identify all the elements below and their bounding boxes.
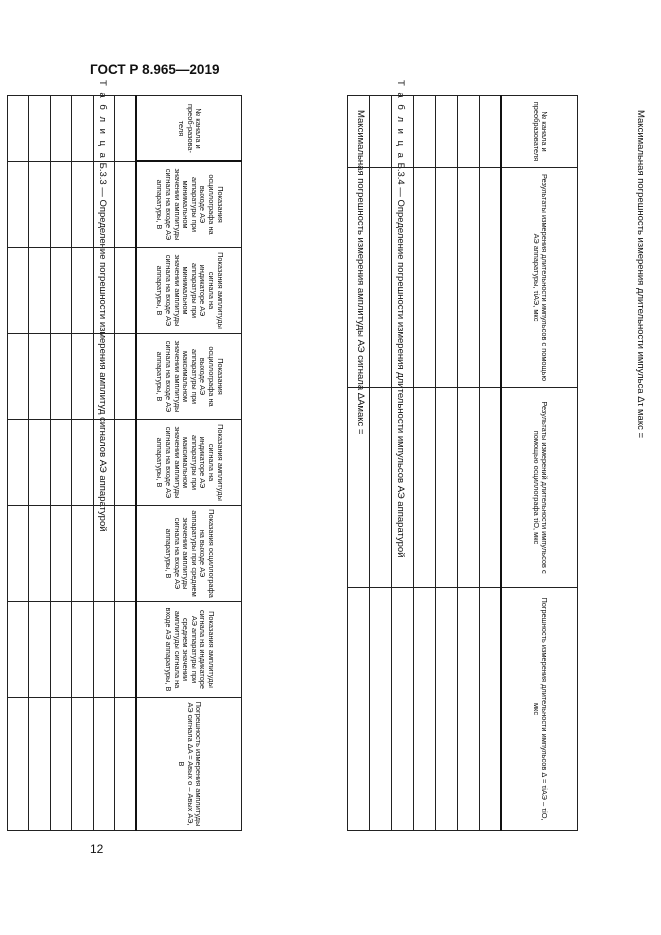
table-row: [480, 96, 502, 831]
table-row: [392, 96, 414, 831]
page-number: 12: [90, 842, 104, 856]
table-b33: [7, 95, 242, 831]
table-b33-col-ind-mid: Показания амплитуды сигнала на индикаторе АЭ аппаратуры при среднем значении амплитуды сигнала на входе АЭ аппаратуры, В: [137, 602, 242, 698]
rotated-page-content: [85, 80, 660, 830]
table-b33-header-row: [137, 96, 242, 831]
table-row: [72, 96, 94, 831]
table-row: [370, 96, 392, 831]
table-b34-caption-text: Б.3.4 — Определение погрешности измерения длительности импульсов АЭ аппаратурой: [395, 162, 406, 558]
table-b33-col-ind-min: Показания амплитуды сигнала на индикаторе АЭ аппаратуры при минимальном значении амплитуды сигнала на входе АЭ аппаратуры, В: [137, 248, 242, 334]
table-b33-caption-prefix: Т а б л и ц а: [97, 80, 108, 160]
table-row: [94, 96, 116, 831]
table-b33-col-osc-min: Показания осциллографа на выходе АЭ аппаратуры при минимальном значении амплитуды сигнала на входе АЭ аппаратуры, В: [137, 162, 242, 248]
table-row: [115, 96, 137, 831]
table-b33-col-channel: № канала и преоб-разова-теля: [137, 96, 242, 162]
table-b33-col-ind-max: Показания амплитуды сигнала на индикаторе АЭ аппаратуры при максимальном значении амплитуды сигнала на входе АЭ аппаратуры, В: [137, 420, 242, 506]
table-b34-col-ae-duration: Результаты измерения длительности импульсов с помощью АЭ аппаратуры, τiАЭ, мкс: [502, 168, 578, 388]
table-b34-caption-prefix: Т а б л и ц а: [395, 80, 406, 160]
table-b34: [347, 95, 578, 831]
table-b33-caption-text: Б.3.3 — Определение погрешности измерения амплитуд сигналов АЭ аппаратурой: [97, 162, 108, 532]
table-row: [458, 96, 480, 831]
table-b34-col-channel: № канала и преобразователя: [502, 96, 578, 168]
table-b33-divider: [137, 160, 242, 162]
table-row: [414, 96, 436, 831]
table-row: [51, 96, 73, 831]
table-row: [29, 96, 51, 831]
table-row: [436, 96, 458, 831]
table-b34-col-error: Погрешность измерения длительности импульсов Δ = τiАЭ – τiО, мкс: [502, 588, 578, 831]
table-b34-header-row: [502, 96, 578, 831]
table-row: [348, 96, 370, 831]
table-b34-col-osc-duration: Результаты измерений длительности импульсов с помощью осциллографа τiО, мкс: [502, 388, 578, 588]
table-b33-footnote: Максимальная погрешность измерения амплитуды АЭ сигнала ΔAмакс =: [355, 110, 366, 435]
table-b34-footnote: Максимальная погрешность измерения длительности импульса Δτ макс =: [635, 110, 646, 439]
table-b33-col-osc-mid: Показания осциллографа на выходе АЭ аппаратуры при среднем значении амплитуды сигнала на входе АЭ аппаратуры, В: [137, 506, 242, 602]
table-row: [8, 96, 30, 831]
table-b33-col-osc-max: Показания осциллографа на выходе АЭ аппаратуры при максимальном значении амплитуды сигнала на входе АЭ аппаратуры, В: [137, 334, 242, 420]
document-header: ГОСТ Р 8.965—2019: [90, 62, 220, 77]
table-b33-col-error: Погрешность измерения амплитуды АЭ сигнала ΔA = Aвых о – Aвых АЭ, В: [137, 698, 242, 831]
